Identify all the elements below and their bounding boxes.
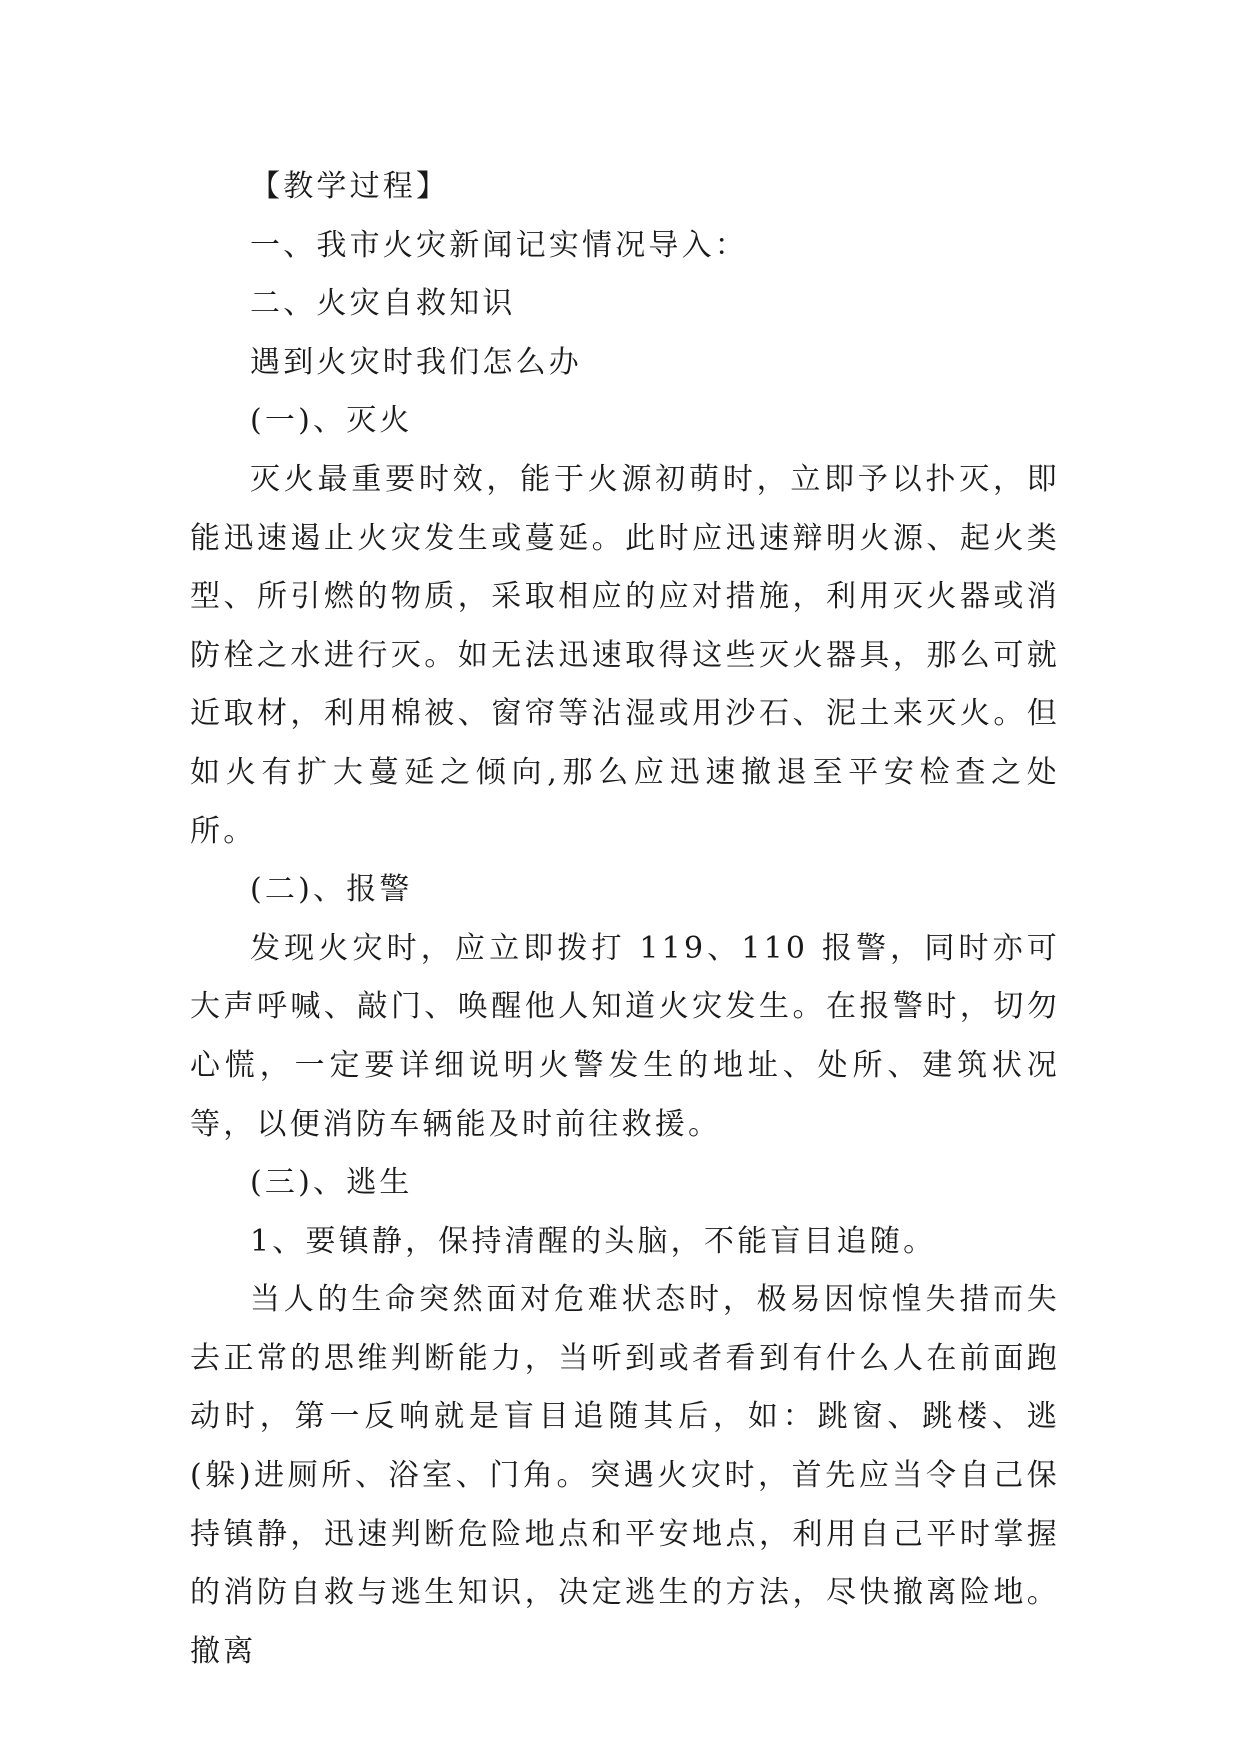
subheading-alarm: (二)、报警 (250, 872, 413, 908)
subheading-what-to-do: 遇到火灾时我们怎么办 (250, 344, 582, 380)
subheading-escape: (三)、逃生 (250, 1165, 413, 1201)
paragraph-alarm: 发现火灾时，应立即拨打 119、110 报警，同时亦可大声呼喊、敲门、唤醒他人知道火灾发生。在报警时，切勿心慌，一定要详细说明火警发生的地址、处所、建筑状况等，以便消防车辆能及时前往救援。 (190, 930, 1060, 1142)
item-stay-calm: 1、要镇静，保持清醒的头脑，不能盲目追随。 (250, 1223, 937, 1259)
document-body (190, 158, 1060, 1681)
section-heading-self-rescue: 二、火灾自救知识 (250, 286, 516, 322)
section-title-teaching-process: 【教学过程】 (250, 169, 450, 204)
section-heading-news-intro: 一、我市火灾新闻记实情况导入： (250, 227, 748, 263)
paragraph-stay-calm: 当人的生命突然面对危难状态时，极易因惊惶失措而失去正常的思维判断能力，当听到或者看到有什么人在前面跑动时，第一反响就是盲目追随其后，如：跳窗、跳楼、逃(躲)进厕所、浴室、门角。突遇火灾时，首先应当令自己保持镇静，迅速判断危险地点和平安地点，利用自己平时掌握的消防自救与逃生知识，决定逃生的方法，尽快撤离险地。撤离 (190, 1282, 1060, 1669)
paragraph-extinguish: 灭火最重要时效，能于火源初萌时，立即予以扑灭，即能迅速遏止火灾发生或蔓延。此时应迅速辩明火源、起火类型、所引燃的物质，采取相应的应对措施，利用灭火器或消防栓之水进行灭。如无法迅速取得这些灭火器具，那么可就近取材，利用棉被、窗帘等沾湿或用沙石、泥土来灭火。但如火有扩大蔓延之倾向,那么应迅速撤退至平安检查之处所。 (190, 461, 1060, 849)
subheading-extinguish: (一)、灭火 (250, 403, 413, 439)
